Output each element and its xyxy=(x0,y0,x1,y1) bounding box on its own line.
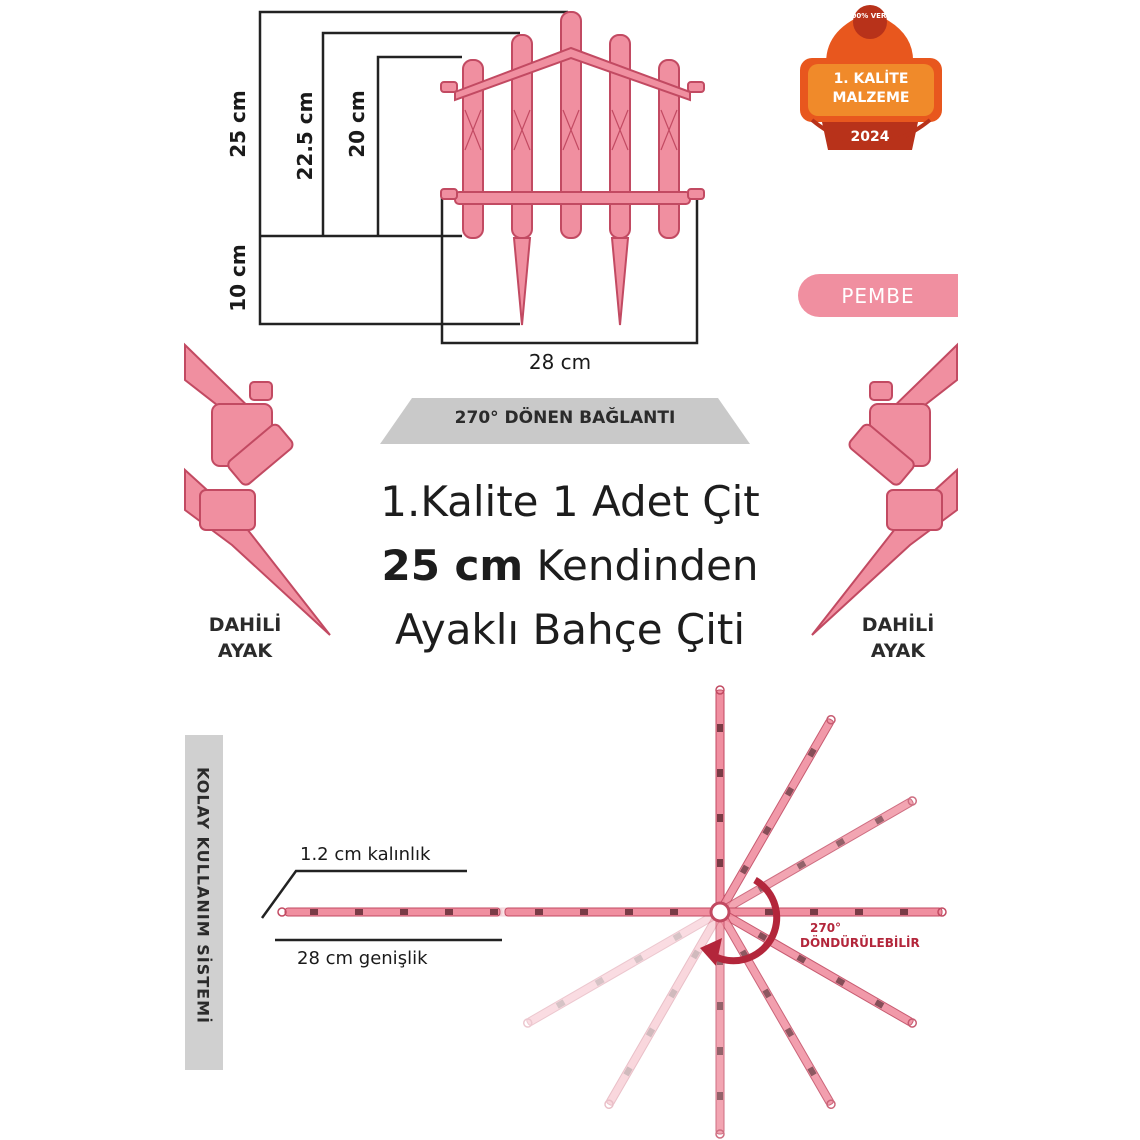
badge-line1: 1. KALİTE xyxy=(833,71,909,87)
headline-line1: 1.Kalite 1 Adet Çit xyxy=(380,477,760,526)
headline-line3: Ayaklı Bahçe Çiti xyxy=(394,605,746,654)
badge-year: 2024 xyxy=(850,129,890,145)
left-stake-label-line2: AYAK xyxy=(217,640,273,662)
rotation-label xyxy=(800,921,920,951)
height-low-label: 20 cm xyxy=(345,90,369,158)
right-stake-label-line1: DAHİLİ xyxy=(861,614,935,636)
rotation-text: DÖNDÜRÜLEBİLİR xyxy=(800,936,920,950)
height-mid-label: 22.5 cm xyxy=(293,91,317,181)
fence-arm xyxy=(716,686,724,912)
width-label: 28 cm xyxy=(528,350,592,374)
fence-arm-left xyxy=(278,908,715,916)
right-stake-label-line2: AYAK xyxy=(870,640,926,662)
color-tag: PEMBE xyxy=(798,274,958,317)
rotation-degree: 270° xyxy=(810,921,842,935)
rotation-hub xyxy=(711,903,729,921)
badge-line2: MALZEME xyxy=(832,90,910,106)
thickness-label: 1.2 cm kalınlık xyxy=(300,844,431,865)
badge-top-text: 100% VERLİ xyxy=(846,12,894,20)
width-genislik-label: 28 cm genişlik xyxy=(297,948,428,969)
headline-line2-rest: Kendinden xyxy=(523,541,759,590)
headline-size: 25 cm xyxy=(381,541,524,590)
height-total-label: 25 cm xyxy=(226,90,250,158)
stake-length-label: 10 cm xyxy=(226,244,250,312)
measurement-lines xyxy=(262,871,502,940)
usage-side-tab-label: KOLAY KULLANIM SİSTEMİ xyxy=(193,767,213,1024)
left-stake-label-line1: DAHİLİ xyxy=(208,614,282,636)
banner-tab-label: 270° DÖNEN BAĞLANTI xyxy=(454,408,676,428)
fence-arm xyxy=(720,908,946,916)
